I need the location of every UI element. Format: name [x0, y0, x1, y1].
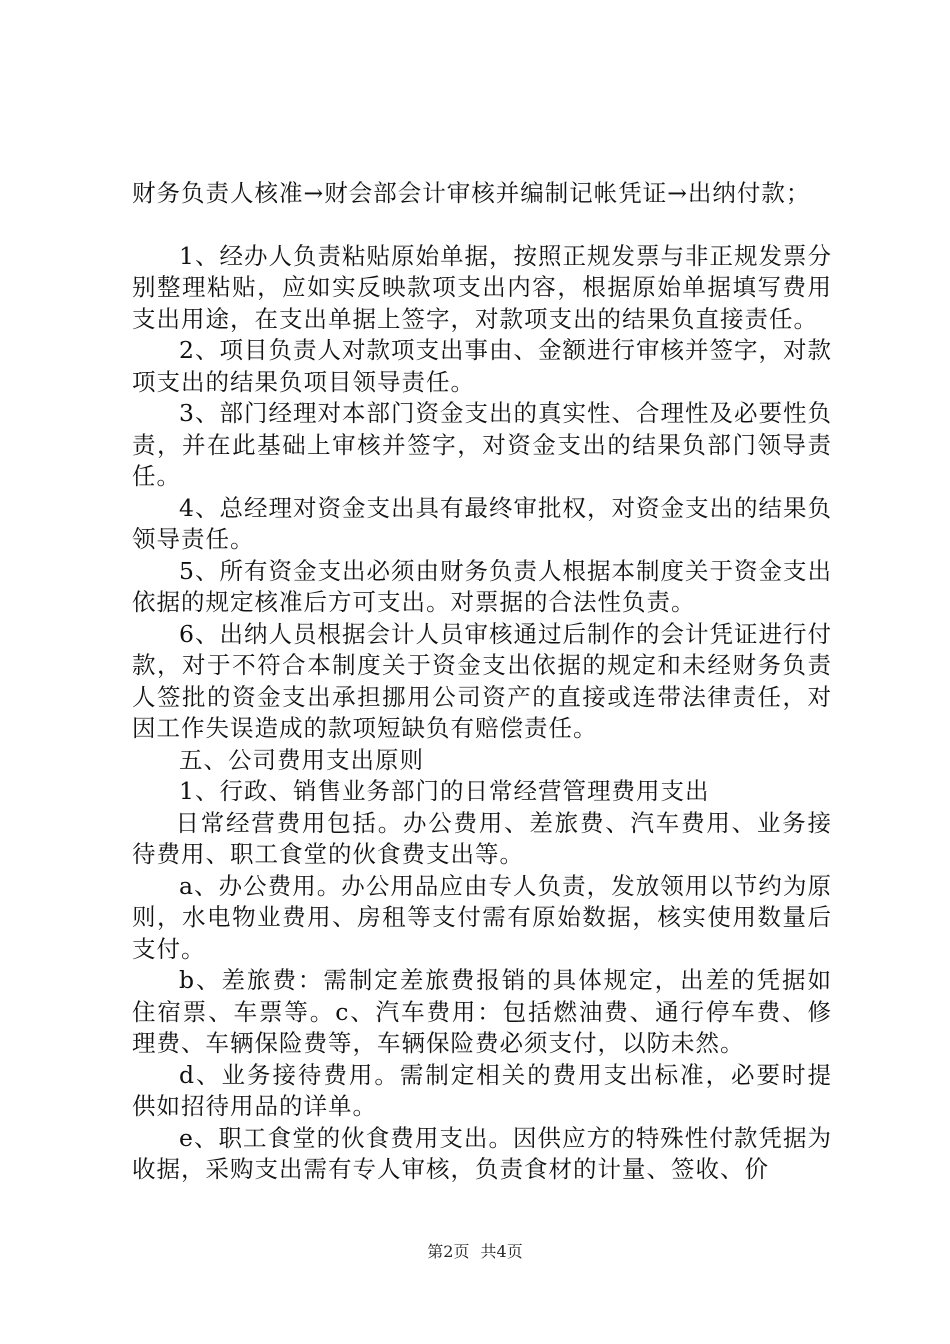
paragraph-approval-flow: 财务负责人核准→财会部会计审核并编制记帐凭证→出纳付款； — [132, 179, 811, 207]
paragraph-item-b-c: b、差旅费：需制定差旅费报销的具体规定，出差的凭据如住宿票、车票等。c、汽车费用：包括燃油费、通行停车费、修理费、车辆保险费等，车辆保险费必须支付，以防未然。 — [132, 966, 832, 1057]
paragraph-item-6: 6、出纳人员根据会计人员审核通过后制作的会计凭证进行付款，对于不符合本制度关于资金支出依据的规定和未经财务负责人签批的资金支出承担挪用公司资产的直接或连带法律责任，对因工作失误造成的款项短缺负有赔偿责任。 — [132, 619, 832, 742]
page-total: 共4页 — [480, 1242, 523, 1261]
paragraph-item-4: 4、总经理对资金支出具有最终审批权，对资金支出的结果负领导责任。 — [132, 493, 832, 553]
page-number: 第2页 — [427, 1242, 470, 1261]
paragraph-daily-expenses: 日常经营费用包括。办公费用、差旅费、汽车费用、业务接待费用、职工食堂的伙食费支出等。 — [132, 808, 832, 868]
document-body — [132, 178, 832, 1186]
paragraph-item-e: e、职工食堂的伙食费用支出。因供应方的特殊性付款凭据为收据，采购支出需有专人审核，负责食材的计量、签收、价 — [132, 1123, 832, 1183]
section-heading-expense-principles: 五、公司费用支出原则 — [179, 745, 424, 774]
paragraph-item-d: d、业务接待费用。需制定相关的费用支出标准，必要时提供如招待用品的详单。 — [132, 1060, 832, 1120]
paragraph-item-5: 5、所有资金支出必须由财务负责人根据本制度关于资金支出依据的规定核准后方可支出。对票据的合法性负责。 — [132, 556, 832, 616]
paragraph-subsection-1: 1、行政、销售业务部门的日常经营管理费用支出 — [179, 777, 710, 805]
page-footer — [0, 1242, 950, 1262]
paragraph-item-3: 3、部门经理对本部门资金支出的真实性、合理性及必要性负责，并在此基础上审核并签字，对资金支出的结果负部门领导责任。 — [132, 399, 832, 490]
paragraph-item-2: 2、项目负责人对款项支出事由、金额进行审核并签字，对款项支出的结果负项目领导责任。 — [132, 336, 832, 396]
paragraph-item-a: a、办公费用。办公用品应由专人负责，发放领用以节约为原则，水电物业费用、房租等支付需有原始数据，核实使用数量后支付。 — [132, 871, 832, 963]
paragraph-item-1: 1、经办人负责粘贴原始单据，按照正规发票与非正规发票分别整理粘贴，应如实反映款项支出内容，根据原始单据填写费用支出用途，在支出单据上签字，对款项支出的结果负直接责任。 — [132, 241, 832, 333]
